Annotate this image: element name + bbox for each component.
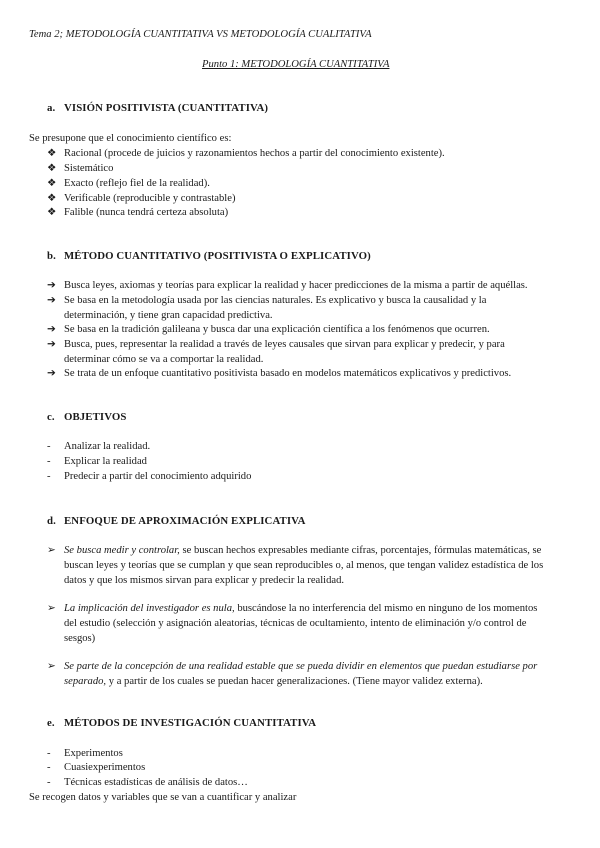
arrow-bullet-icon: ➔	[47, 324, 56, 335]
dash-bullet-icon: -	[47, 762, 51, 773]
document-page: Tema 2; METODOLOGÍA CUANTITATIVA VS METODOLOGÍA CUALITATIVA Punto 1: METODOLOGÍA CUANTITATIVA a. VISIÓN POSITIVISTA (CUANTITATIVA) Se presupone que el conocimiento científico es: ❖ Racional (procede de juicios y razonamientos hechos a partir del conocimiento existente). ❖ Sistemático ❖ Exacto (reflejo fiel de la realidad). ❖ Verificable (reproducible y contrastable) ❖ Falible (nunca tendrá certeza absoluta) b. MÉTODO CUANTITATIVO (POSITIVISTA O EXPLICATIVO) ➔ Busca leyes, axiomas y teorías para explicar la realidad y hacer predicciones de la misma a partir de aquéllas. ➔ Se basa en la metodología usada por las ciencias naturales. Es explicativo y busca la causalidad y la determinación, y tiene gran capacidad predictiva. ➔ Se basa en la tradición galileana y busca dar una explicación científica a los fenómenos que ocurren. ➔ Busca, pues, representar la realidad a través de leyes causales que sirvan para explicar y predecir, y para determinar cómo se va a comportar la realidad. ➔ Se trata de un enfoque cuantitativo positivista basado en modelos matemáticos explicativos y predictivos. c. OBJETIVOS - Analizar la realidad. - Explicar la realidad - Predecir a partir del conocimiento adquirido d. ENFOQUE DE APROXIMACIÓN EXPLICATIVA ➢ Se busca medir y controlar, se buscan hechos expresables mediante cifras, porcentajes, fórmulas matemáticas, se buscan leyes y teorías que se cumplan y que sean reproducibles o, al menos, que tengan validez estadística de los datos y que los mismos sirvan para explicar y predecir la realidad. ➢ La implicación del investigador es nula, buscándose la no interferencia del mismo en ninguno de los momentos del estudio (selección y asignación aleatorias, técnicas de ocultamiento, intento de eliminación y/o control de sesgos) ➢ Se parte de la concepción de una realidad estable que se pueda dividir en elementos que puedan estudiarse por separado, y a partir de los cuales se puedan hacer generalizaciones. (Tiene mayor validez externa). e. MÉTODOS DE INVESTIGACIÓN CUANTITATIVA - Experimentos - Cuasiexperimentos - Técnicas estadísticas de análisis de datos… Se recogen datos y variables que se van a cuantificar y analizar	[29, 29, 544, 803]
section-c-letter: c.	[47, 411, 55, 423]
chevron-bullet-icon: ➢	[47, 603, 56, 614]
arrow-bullet-icon: ➔	[47, 295, 56, 306]
dash-bullet-icon: -	[47, 441, 51, 452]
section-e-title: MÉTODOS DE INVESTIGACIÓN CUANTITATIVA	[64, 717, 317, 729]
section-c-title: OBJETIVOS	[64, 411, 127, 423]
section-e-closing: Se recogen datos y variables que se van a cuantificar y analizar	[29, 792, 297, 803]
dash-bullet-icon: -	[47, 471, 51, 482]
section-a-intro: Se presupone que el conocimiento científico es:	[29, 133, 232, 144]
arrow-bullet-icon: ➔	[47, 368, 56, 379]
section-a-letter: a.	[47, 102, 56, 114]
section-b-letter: b.	[47, 250, 56, 262]
dash-bullet-icon: -	[47, 456, 51, 467]
diamond-bullet-icon: ❖	[47, 207, 57, 218]
document-title: Tema 2; METODOLOGÍA CUANTITATIVA VS METODOLOGÍA CUALITATIVA	[29, 29, 372, 40]
diamond-bullet-icon: ❖	[47, 163, 57, 174]
section-e-letter: e.	[47, 717, 55, 729]
section-e-heading	[47, 716, 316, 731]
chevron-bullet-icon: ➢	[47, 661, 56, 672]
dash-bullet-icon: -	[47, 777, 51, 788]
point-title: Punto 1: METODOLOGÍA CUANTITATIVA	[202, 59, 390, 70]
section-d-letter: d.	[47, 515, 56, 527]
section-d-heading	[47, 514, 306, 529]
section-b-title: MÉTODO CUANTITATIVO (POSITIVISTA O EXPLICATIVO)	[64, 250, 371, 262]
diamond-bullet-icon: ❖	[47, 193, 57, 204]
diamond-bullet-icon: ❖	[47, 178, 57, 189]
section-a-heading	[47, 101, 268, 116]
arrow-bullet-icon: ➔	[47, 280, 56, 291]
section-b-heading	[47, 249, 371, 264]
diamond-bullet-icon: ❖	[47, 148, 57, 159]
section-a-title: VISIÓN POSITIVISTA (CUANTITATIVA)	[64, 102, 269, 114]
arrow-bullet-icon: ➔	[47, 339, 56, 350]
section-d-title: ENFOQUE DE APROXIMACIÓN EXPLICATIVA	[64, 515, 306, 527]
dash-bullet-icon: -	[47, 748, 51, 759]
chevron-bullet-icon: ➢	[47, 545, 56, 556]
section-c-heading	[47, 410, 127, 425]
